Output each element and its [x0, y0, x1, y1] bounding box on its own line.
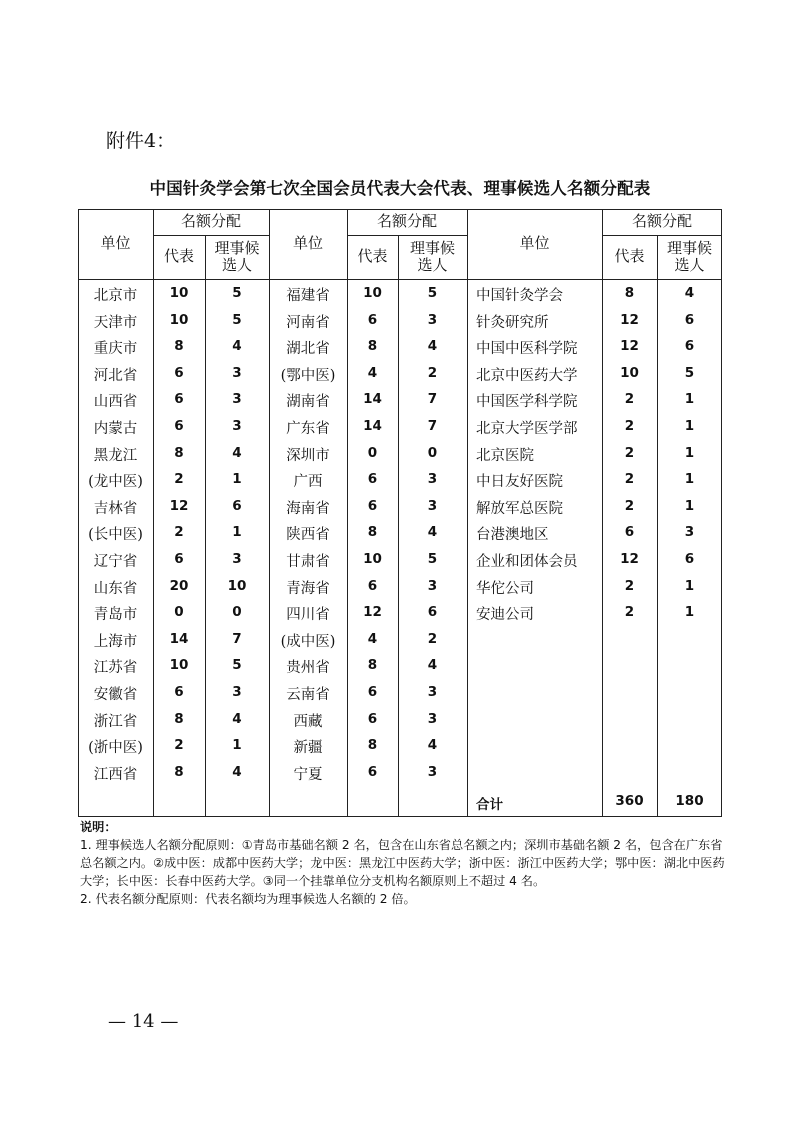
- council-count: 4: [427, 524, 438, 541]
- total-council: 180: [675, 793, 704, 809]
- delegates-count: 12: [620, 338, 639, 355]
- delegates-count: 6: [367, 684, 378, 700]
- council-count: 2: [427, 364, 438, 381]
- delegates-count: 8: [174, 444, 184, 461]
- delegates-count: 6: [174, 364, 184, 381]
- council-count: 7: [427, 418, 438, 434]
- delegates-count: 6: [367, 763, 378, 780]
- unit-name: 甘肃省: [286, 554, 330, 570]
- council-count: 4: [427, 737, 438, 754]
- delegates-count: 8: [367, 524, 378, 541]
- council-count: 5: [684, 364, 695, 381]
- unit-name: 中日友好医院: [476, 474, 563, 491]
- header-bottom-line: [78, 279, 722, 280]
- council-count: 6: [684, 551, 695, 567]
- unit-name: 针灸研究所: [476, 314, 549, 331]
- council-count: 1: [684, 604, 695, 621]
- council-count: 4: [232, 763, 242, 780]
- council-count: 5: [427, 285, 438, 301]
- delegates-count: 6: [367, 710, 378, 727]
- delegates-count: 8: [367, 737, 378, 754]
- unit-name: 贵州省: [286, 660, 330, 677]
- council-count: 3: [232, 551, 242, 567]
- delegates-count: 2: [624, 577, 635, 594]
- delegates-count: 6: [624, 524, 635, 541]
- council-count: 4: [232, 444, 242, 461]
- council-count: 3: [232, 391, 242, 408]
- council-count: 4: [427, 657, 438, 674]
- council-count: 1: [684, 497, 695, 514]
- total-label: 合计: [476, 797, 503, 813]
- unit-name: 北京市: [93, 288, 138, 304]
- unit-name: 广东省: [286, 421, 330, 437]
- delegates-count: 2: [624, 391, 635, 408]
- unit-name: 湖北省: [286, 341, 330, 358]
- delegates-count: 12: [620, 551, 639, 567]
- unit-name: 江苏省: [93, 660, 138, 677]
- delegates-count: 14: [363, 391, 382, 408]
- council-count: 3: [427, 471, 438, 488]
- column-header-unit: 单位: [292, 234, 323, 253]
- delegates-count: 2: [624, 604, 635, 621]
- unit-name: (龙中医): [88, 474, 143, 491]
- delegates-count: 10: [620, 364, 639, 381]
- unit-name: 内蒙古: [93, 421, 138, 437]
- council-count: 3: [427, 497, 438, 514]
- delegates-count: 6: [367, 311, 378, 328]
- council-count: 0: [427, 444, 438, 461]
- delegates-count: 8: [367, 657, 378, 674]
- delegates-count: 0: [367, 444, 378, 461]
- unit-name: 北京大学医学部: [476, 421, 578, 437]
- council-count: 1: [684, 418, 695, 434]
- delegates-count: 4: [367, 630, 378, 647]
- delegates-count: 6: [367, 497, 378, 514]
- unit-name: 新疆: [293, 740, 323, 757]
- council-count: 3: [427, 311, 438, 328]
- delegates-count: 20: [169, 577, 189, 594]
- delegates-count: 2: [624, 497, 635, 514]
- delegates-count: 12: [620, 311, 639, 328]
- delegates-count: 10: [169, 285, 189, 301]
- delegates-count: 2: [624, 444, 635, 461]
- note-item-2: 2. 代表名额分配原则：代表名额均为理事候选人名额的 2 倍。: [80, 892, 416, 906]
- unit-name: 河南省: [286, 314, 330, 331]
- council-count: 2: [427, 630, 438, 647]
- council-count: 1: [684, 391, 695, 408]
- notes-section: [80, 818, 730, 908]
- column-header-delegates: 代表: [163, 247, 194, 266]
- council-count: 7: [232, 630, 242, 647]
- unit-name: 海南省: [286, 500, 330, 517]
- council-count: 1: [232, 471, 242, 488]
- council-count: 4: [232, 710, 242, 727]
- delegates-count: 10: [363, 285, 382, 301]
- council-count: 1: [684, 444, 695, 461]
- column-header-allocation: 名额分配: [631, 212, 692, 231]
- delegates-count: 8: [174, 763, 184, 780]
- column-header-allocation: 名额分配: [180, 212, 241, 231]
- delegates-count: 2: [174, 471, 184, 488]
- unit-name: 北京中医药大学: [476, 367, 578, 384]
- delegates-count: 6: [367, 577, 378, 594]
- unit-name: (长中医): [88, 527, 143, 544]
- delegates-count: 8: [624, 285, 635, 301]
- unit-name: 中国中医科学院: [476, 341, 578, 358]
- unit-name: 江西省: [93, 766, 138, 783]
- delegates-count: 6: [174, 551, 184, 567]
- unit-name: 台港澳地区: [476, 527, 549, 544]
- unit-name: 青海省: [286, 580, 330, 597]
- column-header-delegates: 代表: [357, 247, 388, 266]
- attachment-label: 附件4：: [106, 130, 176, 152]
- table-border-bottom: [78, 816, 722, 817]
- unit-name: 广西: [293, 474, 323, 491]
- council-count: 1: [684, 471, 695, 488]
- unit-name: 解放军总医院: [476, 500, 563, 517]
- delegates-count: 2: [174, 737, 184, 754]
- delegates-count: 12: [363, 604, 382, 621]
- unit-name: 浙江省: [93, 713, 138, 730]
- delegates-count: 2: [174, 524, 184, 541]
- total-delegates: 360: [615, 793, 644, 809]
- unit-name: 宁夏: [293, 766, 323, 783]
- column-header-allocation: 名额分配: [376, 212, 437, 231]
- council-count: 5: [232, 285, 242, 301]
- unit-name: 青岛市: [93, 607, 138, 624]
- unit-name: 安迪公司: [476, 607, 534, 624]
- delegates-count: 10: [363, 551, 382, 567]
- unit-name: (浙中医): [88, 740, 143, 757]
- delegates-count: 4: [367, 364, 378, 381]
- council-count: 3: [427, 684, 438, 700]
- column-header-delegates: 代表: [614, 247, 645, 266]
- council-count: 3: [232, 364, 242, 381]
- council-count: 1: [232, 524, 242, 541]
- delegates-count: 0: [174, 604, 184, 621]
- council-count: 4: [427, 338, 438, 355]
- council-count: 3: [427, 710, 438, 727]
- table-column-divider: [467, 209, 468, 817]
- column-header-council: 理事候 选人: [666, 238, 712, 274]
- unit-name: 天津市: [93, 314, 138, 331]
- unit-name: 中国医学科学院: [476, 394, 578, 411]
- delegates-count: 8: [367, 338, 378, 355]
- council-count: 3: [684, 524, 695, 541]
- council-count: 3: [232, 684, 242, 700]
- unit-name: 湖南省: [286, 394, 330, 411]
- column-header-council: 理事候 选人: [409, 238, 455, 274]
- unit-name: 河北省: [93, 367, 138, 384]
- notes-title: 说明：: [80, 820, 117, 834]
- council-count: 3: [427, 763, 438, 780]
- council-count: 6: [427, 604, 438, 621]
- unit-name: 福建省: [286, 288, 330, 304]
- council-count: 0: [232, 604, 242, 621]
- delegates-count: 8: [174, 710, 184, 727]
- delegates-count: 14: [363, 418, 382, 434]
- council-count: 7: [427, 391, 438, 408]
- page-number: — 14 —: [108, 1011, 179, 1032]
- note-item-1: 1. 理事候选人名额分配原则：①青岛市基础名额 2 名，包含在山东省总名额之内；深圳市基础名额 2 名，包含在广东省总名额之内。②成中医：成都中医药大学；龙中医：黑龙江中医药大学；浙中医：浙江中医药大学；鄂中医：湖北中医药大学；长中医：长春中医药大学。③同一个挂靠单位分支机构名额原则上不超过 4 名。: [80, 838, 725, 888]
- unit-name: 黑龙江: [93, 447, 138, 464]
- page-title: 中国针灸学会第七次全国会员代表大会代表、理事候选人名额分配表: [149, 179, 651, 198]
- council-count: 5: [232, 311, 242, 328]
- delegates-count: 8: [174, 338, 184, 355]
- council-count: 4: [684, 285, 695, 301]
- column-header-council: 理事候 选人: [214, 238, 260, 274]
- unit-name: 重庆市: [93, 341, 138, 358]
- unit-name: 辽宁省: [93, 554, 138, 570]
- unit-name: 上海市: [93, 633, 138, 650]
- unit-name: 四川省: [286, 607, 330, 624]
- delegates-count: 10: [169, 657, 189, 674]
- delegates-count: 2: [624, 418, 635, 434]
- delegates-count: 6: [174, 418, 184, 434]
- delegates-count: 10: [169, 311, 189, 328]
- council-count: 5: [427, 551, 438, 567]
- council-count: 3: [232, 418, 242, 434]
- council-count: 1: [684, 577, 695, 594]
- unit-name: (成中医): [280, 633, 336, 650]
- column-header-unit: 单位: [100, 234, 131, 253]
- unit-name: 山西省: [93, 394, 138, 411]
- council-count: 6: [684, 338, 695, 355]
- unit-name: (鄂中医): [280, 367, 336, 384]
- council-count: 6: [232, 497, 242, 514]
- unit-name: 北京医院: [476, 447, 534, 464]
- column-header-unit: 单位: [519, 234, 550, 253]
- delegates-count: 12: [169, 497, 189, 514]
- delegates-count: 6: [174, 391, 184, 408]
- council-count: 5: [232, 657, 242, 674]
- unit-name: 华佗公司: [476, 580, 534, 597]
- delegates-count: 6: [367, 471, 378, 488]
- unit-name: 吉林省: [93, 500, 138, 517]
- council-count: 4: [232, 338, 242, 355]
- allocation-table: [78, 209, 722, 817]
- unit-name: 企业和团体会员: [476, 554, 578, 570]
- unit-name: 山东省: [93, 580, 138, 597]
- unit-name: 云南省: [286, 687, 330, 703]
- delegates-count: 14: [169, 630, 189, 647]
- unit-name: 陕西省: [286, 527, 330, 544]
- unit-name: 西藏: [293, 713, 323, 730]
- unit-name: 中国针灸学会: [476, 288, 563, 304]
- delegates-count: 6: [174, 684, 184, 700]
- delegates-count: 2: [624, 471, 635, 488]
- unit-name: 安徽省: [93, 687, 138, 703]
- council-count: 10: [227, 577, 247, 594]
- council-count: 3: [427, 577, 438, 594]
- council-count: 6: [684, 311, 695, 328]
- council-count: 1: [232, 737, 242, 754]
- unit-name: 深圳市: [286, 447, 330, 464]
